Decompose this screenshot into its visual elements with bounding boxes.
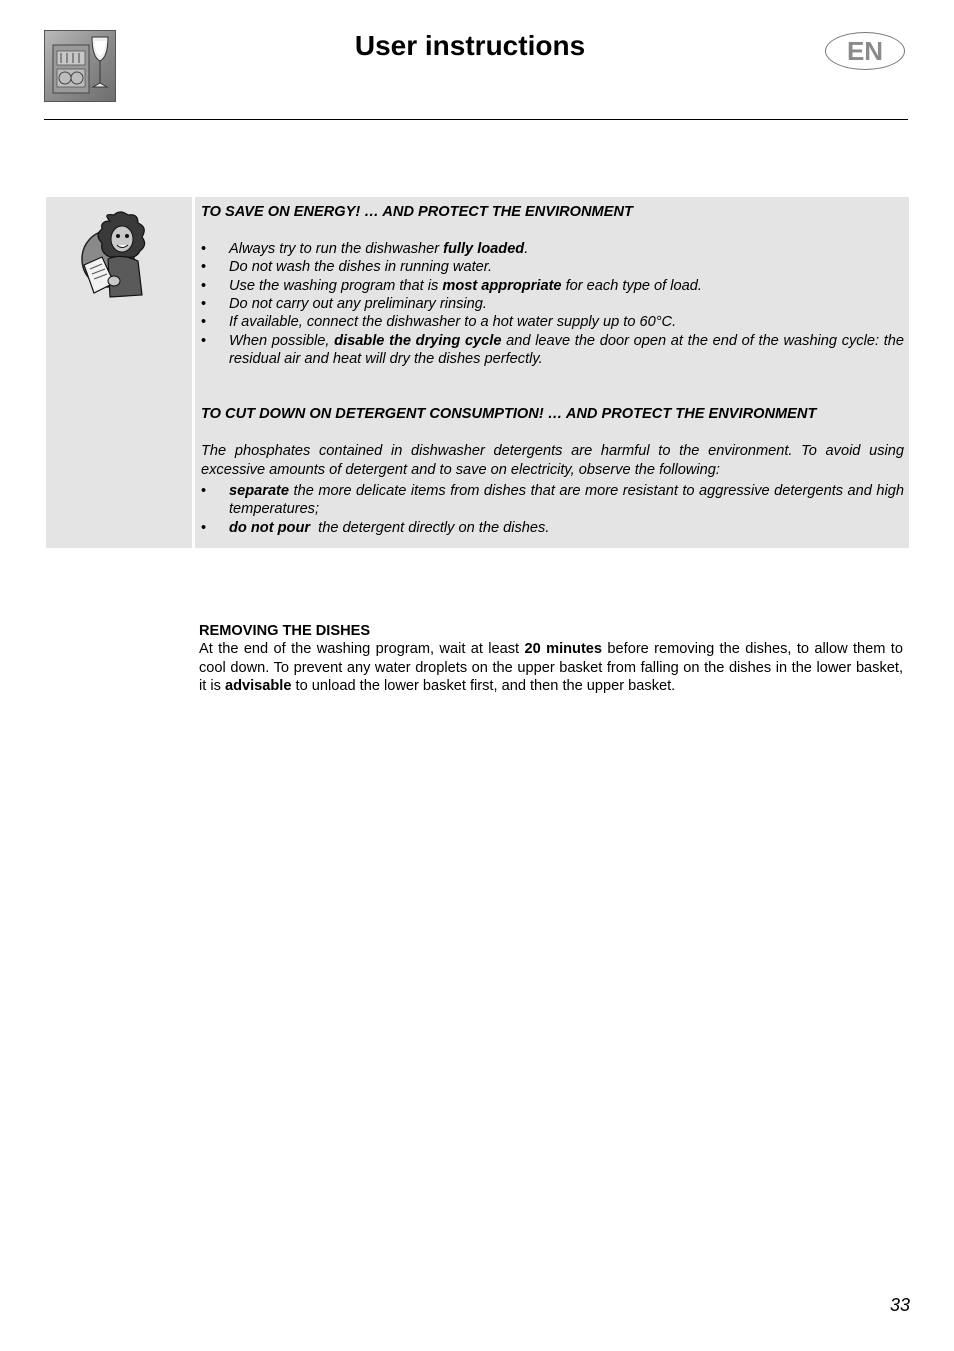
tip-text: Do not carry out any preliminary rinsing.	[229, 296, 487, 313]
tip-text: .	[524, 240, 529, 257]
section-text	[199, 640, 903, 695]
list-item	[201, 277, 904, 295]
list-item	[201, 258, 904, 276]
tip-emphasis: separate	[229, 483, 290, 500]
bullet-icon: •	[201, 240, 207, 257]
list-item	[201, 240, 904, 258]
text-emphasis: advisable	[224, 678, 292, 695]
list-item	[201, 313, 904, 331]
energy-tips-list	[201, 240, 904, 369]
page-number: 33	[889, 1295, 910, 1315]
dishwasher-logo-icon	[44, 30, 116, 102]
text-run: to unload the lower basket first, and then the upper basket.	[291, 678, 676, 695]
detergent-intro: The phosphates contained in dishwasher detergents are harmful to the environment. To avoid using excessive amounts of detergent and to save on electricity, observe the following:	[201, 443, 904, 478]
bullet-icon: •	[201, 259, 207, 276]
tip-text-panel	[195, 197, 909, 548]
tip-text: Use the washing program that is	[229, 277, 443, 294]
list-item	[201, 519, 904, 537]
text-run: before removing the dishes, to allow them to cool down. To prevent any water droplets on the upper basket from falling on the dishes in the lower basket, it is	[199, 641, 903, 695]
tip-text: Always try to run the dishwasher	[229, 240, 444, 257]
tip-emphasis: do not pour	[229, 519, 311, 536]
tip-text: If available, connect the dishwasher to a hot water supply up to 60°C.	[229, 314, 677, 331]
header-divider	[44, 119, 908, 120]
energy-heading: TO SAVE ON ENERGY! … AND PROTECT THE ENVIRONMENT	[201, 204, 633, 220]
bullet-icon: •	[201, 277, 207, 294]
tip-emphasis: most appropriate	[442, 277, 562, 294]
tip-emphasis: disable the drying cycle	[334, 332, 502, 349]
list-item	[201, 295, 904, 313]
tip-text: and leave the door open at the end of the washing cycle: the residual air and heat will dry the dishes perfectly.	[229, 332, 904, 368]
bullet-icon: •	[201, 314, 207, 331]
bullet-icon: •	[201, 332, 207, 349]
text-emphasis: 20 minutes	[524, 641, 603, 658]
text-run: At the end of the washing program, wait at least	[199, 641, 525, 658]
bullet-icon: •	[201, 296, 207, 313]
mascot-woman-icon	[80, 209, 160, 301]
bullet-icon: •	[201, 519, 207, 536]
tip-text: the more delicate items from dishes that are more resistant to aggressive detergents and high temperatures;	[229, 483, 904, 518]
page-title: User instructions	[354, 30, 586, 61]
tip-text: Do not wash the dishes in running water.	[229, 259, 493, 276]
list-item	[201, 332, 904, 369]
bullet-icon: •	[201, 483, 207, 500]
removing-dishes-section	[199, 622, 903, 696]
environment-tips-box	[46, 197, 909, 548]
tip-text: the detergent directly on the dishes.	[310, 519, 550, 536]
tip-illustration-panel	[46, 197, 192, 548]
tip-text: for each type of load.	[561, 277, 702, 294]
list-item	[201, 482, 904, 519]
detergent-heading: TO CUT DOWN ON DETERGENT CONSUMPTION! … AND PROTECT THE ENVIRONMENT	[201, 406, 817, 423]
section-heading: REMOVING THE DISHES	[199, 623, 371, 639]
language-badge: EN	[825, 32, 905, 70]
tip-text: When possible,	[229, 332, 335, 349]
tip-emphasis: fully loaded	[443, 240, 525, 257]
detergent-tips-list	[201, 482, 904, 537]
